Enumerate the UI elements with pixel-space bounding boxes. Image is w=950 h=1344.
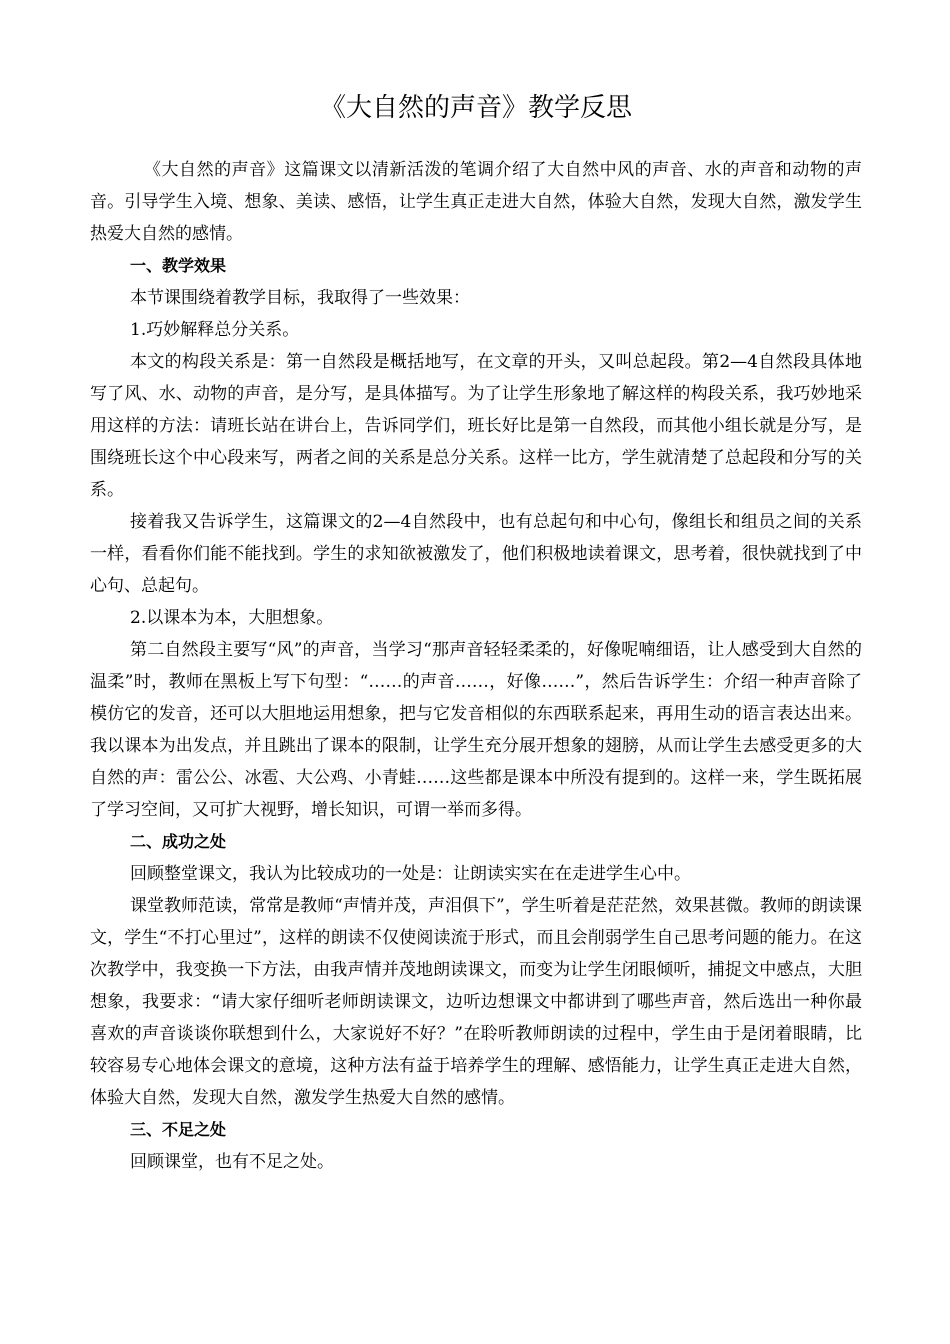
paragraph: 1.巧妙解释总分关系。 bbox=[130, 320, 300, 340]
paragraph: 接着我又告诉学生，这篇课文的2—4自然段中，也有总起句和中心句，像组长和组员之间的关系一样，看看你们能不能找到。学生的求知欲被激发了，他们积极地读着课文，思考着，很快就找到了中心句、总起句。 bbox=[90, 512, 862, 596]
section-heading-success: 二、成功之处 bbox=[130, 832, 227, 851]
paragraph: 课堂教师范读，常常是教师“声情并茂，声泪俱下”，学生听着是茫茫然，效果甚微。教师的朗读课文，学生“不打心里过”，这样的朗读不仅使阅读流于形式，而且会削弱学生自己思考问题的能力。在这次教学中，我变换一下方法，由我声情并茂地朗读课文，而变为让学生闭眼倾听，捕捉文中感点，大胆想象，我要求：“请大家仔细听老师朗读课文，边听边想课文中都讲到了哪些声音，然后选出一种你最喜欢的声音谈谈你联想到什么，大家说好不好？”在聆听教师朗读的过程中，学生由于是闭着眼睛，比较容易专心地体会课文的意境，这种方法有益于培养学生的理解、感悟能力，让学生真正走进大自然，体验大自然，发现大自然，激发学生热爱大自然的感情。 bbox=[90, 896, 862, 1108]
section-heading-shortcomings: 三、不足之处 bbox=[130, 1120, 227, 1139]
document-page bbox=[90, 88, 862, 1178]
paragraph: 本文的构段关系是：第一自然段是概括地写，在文章的开头，又叫总起段。第2—4自然段具体地写了风、水、动物的声音，是分写，是具体描写。为了让学生形象地了解这样的构段关系，我巧妙地采用这样的方法：请班长站在讲台上，告诉同学们，班长好比是第一自然段，而其他小组长就是分写，是围绕班长这个中心段来写，两者之间的关系是总分关系。这样一比方，学生就清楚了总起段和分写的关系。 bbox=[90, 352, 862, 500]
intro-paragraph: 《大自然的声音》这篇课文以清新活泼的笔调介绍了大自然中风的声音、水的声音和动物的声音。引导学生入境、想象、美读、感悟，让学生真正走进大自然，体验大自然，发现大自然，激发学生热爱大自然的感情。 bbox=[90, 160, 862, 244]
section-heading-teaching-effect: 一、教学效果 bbox=[130, 256, 227, 275]
paragraph: 2.以课本为本，大胆想象。 bbox=[130, 608, 334, 628]
document-title: 《大自然的声音》教学反思 bbox=[319, 93, 632, 123]
paragraph: 第二自然段主要写“风”的声音，当学习“那声音轻轻柔柔的，好像呢喃细语，让人感受到大自然的温柔”时，教师在黑板上写下句型：“……的声音……，好像……”，然后告诉学生：介绍一种声音除了模仿它的发音，还可以大胆地运用想象，把与它发音相似的东西联系起来，再用生动的语言表达出来。我以课本为出发点，并且跳出了课本的限制，让学生充分展开想象的翅膀，从而让学生去感受更多的大自然的声：雷公公、冰雹、大公鸡、小青蛙……这些都是课本中所没有提到的。这样一来，学生既拓展了学习空间，又可扩大视野，增长知识，可谓一举而多得。 bbox=[90, 640, 862, 820]
paragraph: 本节课围绕着教学目标，我取得了一些效果： bbox=[130, 288, 470, 308]
paragraph: 回顾课堂，也有不足之处。 bbox=[130, 1152, 334, 1172]
paragraph: 回顾整堂课文，我认为比较成功的一处是：让朗读实实在在走进学生心中。 bbox=[130, 864, 691, 884]
